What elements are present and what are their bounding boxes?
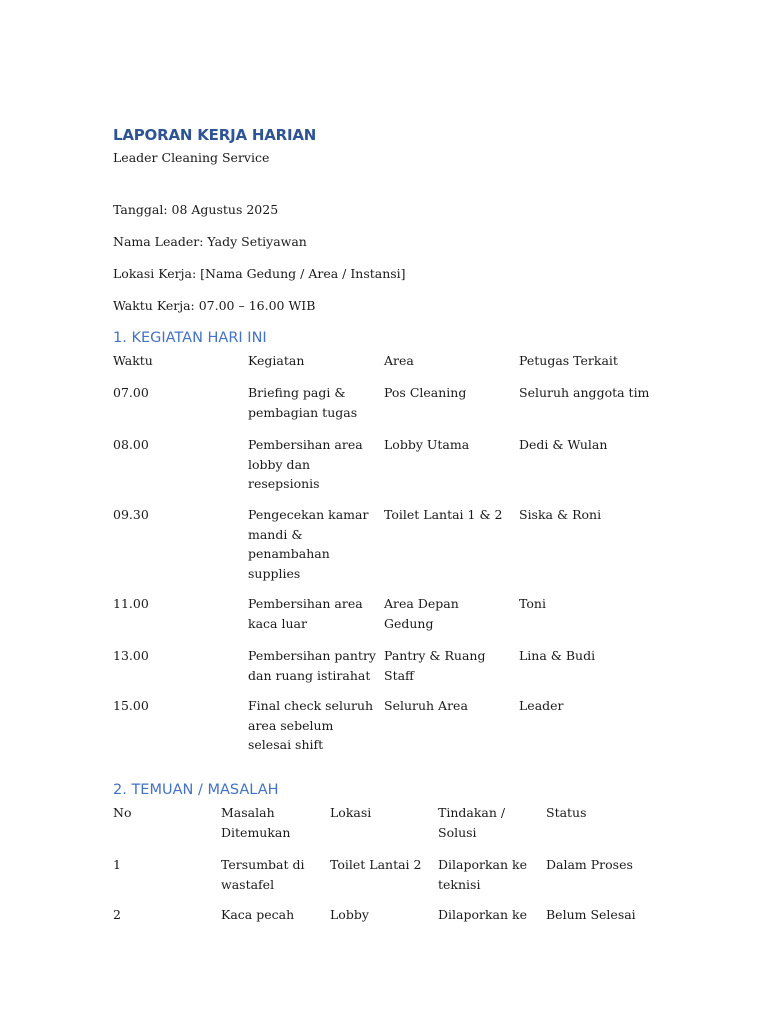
activities-table-cell: Toni <box>519 596 546 611</box>
activities-table-cell: 11.00 <box>113 596 149 611</box>
activities-header-cell: Kegiatan <box>248 353 305 368</box>
findings-table-cell: Lobby <box>330 907 369 922</box>
activities-table-cell: 09.30 <box>113 507 149 522</box>
activities-table-cell: Pos Cleaning <box>384 385 467 400</box>
document-subtitle: Leader Cleaning Service <box>113 150 270 165</box>
findings-header-cell: Lokasi <box>330 805 372 820</box>
findings-header-cell: Masalah Ditemukan <box>221 805 291 840</box>
findings-table-cell: Toilet Lantai 2 <box>330 857 422 872</box>
activities-table-cell: Seluruh anggota tim <box>519 385 650 400</box>
findings-table-cell: Tersumbat di wastafel <box>221 857 305 892</box>
activities-table-cell: Final check seluruh area sebelum selesai shift <box>248 698 374 752</box>
meta-date: Tanggal: 08 Agustus 2025 <box>113 202 279 217</box>
activities-table-cell: Briefing pagi & pembagian tugas <box>248 385 358 420</box>
findings-table-cell: Belum Selesai <box>546 907 636 922</box>
activities-table-cell: Pengecekan kamar mandi & penambahan supplies <box>248 507 369 581</box>
activities-table-cell: Pembersihan area kaca luar <box>248 596 363 631</box>
activities-table-cell: Leader <box>519 698 564 713</box>
activities-header-cell: Petugas Terkait <box>519 353 618 368</box>
activities-table-cell: Toilet Lantai 1 & 2 <box>384 507 503 522</box>
meta-leader-name: Nama Leader: Yady Setiyawan <box>113 234 307 249</box>
findings-table-cell: Dilaporkan ke teknisi <box>438 857 527 892</box>
activities-table-cell: Area Depan Gedung <box>384 596 459 631</box>
findings-table-cell: 1 <box>113 857 121 872</box>
findings-table-cell: Dilaporkan ke <box>438 907 527 922</box>
findings-table-cell: Dalam Proses <box>546 857 633 872</box>
activities-table-cell: 15.00 <box>113 698 149 713</box>
activities-table-cell: Pembersihan pantry dan ruang istirahat <box>248 648 376 683</box>
document-title: LAPORAN KERJA HARIAN <box>113 126 317 144</box>
activities-table-cell: Dedi & Wulan <box>519 437 608 452</box>
activities-table-cell: Lobby Utama <box>384 437 470 452</box>
meta-location: Lokasi Kerja: [Nama Gedung / Area / Instansi] <box>113 266 406 281</box>
meta-work-hours: Waktu Kerja: 07.00 – 16.00 WIB <box>113 298 316 313</box>
section-heading-findings: 2. TEMUAN / MASALAH <box>113 782 279 798</box>
findings-header-cell: Tindakan / Solusi <box>438 805 506 840</box>
findings-table-cell: Kaca pecah <box>221 907 295 922</box>
findings-table-cell: 2 <box>113 907 121 922</box>
section-heading-activities: 1. KEGIATAN HARI INI <box>113 330 267 346</box>
findings-header-cell: No <box>113 805 132 820</box>
activities-table-cell: 07.00 <box>113 385 149 400</box>
activities-header-cell: Waktu <box>113 353 153 368</box>
findings-header-cell: Status <box>546 805 587 820</box>
activities-table-cell: 13.00 <box>113 648 149 663</box>
activities-header-cell: Area <box>384 353 414 368</box>
activities-table-cell: Siska & Roni <box>519 507 602 522</box>
activities-table-cell: 08.00 <box>113 437 149 452</box>
activities-table-cell: Pembersihan area lobby dan resepsionis <box>248 437 363 491</box>
activities-table-cell: Pantry & Ruang Staff <box>384 648 486 683</box>
activities-table-cell: Lina & Budi <box>519 648 596 663</box>
activities-table-cell: Seluruh Area <box>384 698 468 713</box>
